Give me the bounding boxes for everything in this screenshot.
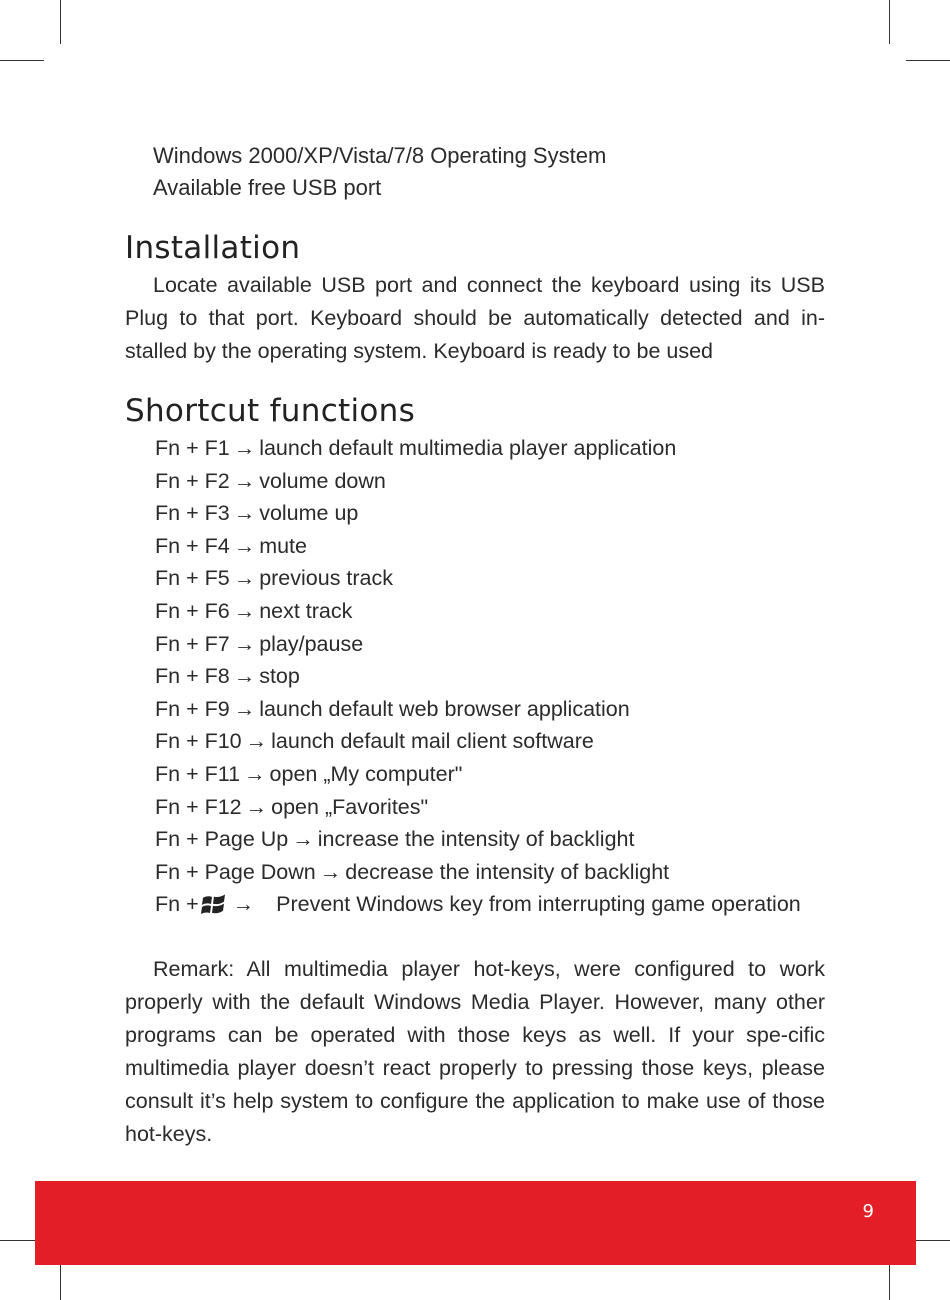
shortcut-action: Prevent Windows key from interrupting game operation	[276, 892, 801, 917]
shortcut-action: open „Favorites"	[271, 794, 429, 819]
shortcut-key: Fn + F11	[155, 761, 241, 786]
shortcut-action: launch default web browser application	[259, 696, 630, 721]
installation-text: Locate available USB port and connect the keyboard using its USB Plug to that port. Keyboard should be automatically detected and in-stalled by the operating system. Keyboard is ready to be used	[125, 273, 825, 363]
shortcut-item	[155, 693, 835, 726]
shortcut-item	[155, 660, 835, 693]
crop-mark	[889, 0, 890, 44]
arrow-icon: →	[244, 761, 266, 786]
shortcut-key: Fn + F7	[155, 631, 230, 656]
shortcut-key: Fn + Page Down	[155, 859, 316, 884]
shortcut-action: launch default mail client software	[271, 729, 594, 754]
shortcut-item	[155, 628, 835, 661]
shortcut-key: Fn + F5	[155, 566, 230, 591]
shortcut-item	[155, 595, 835, 628]
arrow-icon: →	[233, 436, 256, 460]
arrow-icon: →	[233, 631, 256, 656]
shortcut-item	[155, 562, 835, 595]
shortcut-key: Fn + Page Up	[155, 827, 289, 852]
page-number: 9	[862, 1201, 874, 1222]
shortcut-key: Fn + F8	[155, 664, 230, 689]
crop-mark	[60, 0, 61, 44]
shortcut-key: Fn + F9	[155, 696, 230, 721]
shortcut-item-windows-key	[155, 888, 835, 921]
shortcut-item	[155, 725, 835, 758]
arrow-icon: →	[233, 501, 256, 526]
arrow-icon: →	[245, 794, 268, 819]
shortcut-key: Fn + F1	[155, 436, 230, 460]
remark-text: Remark: All multimedia player hot-keys, were configured to work properly with the default Windows Media Player. However, many other programs can be operated with those keys as well. If your spe-cific multimedia player doesn’t react properly to pressing those keys, please consult it’s help system to configure the application to make use of those hot-keys.	[125, 957, 825, 1146]
footer-bar	[35, 1181, 916, 1265]
shortcut-action: mute	[259, 533, 307, 558]
shortcut-key: Fn + F4	[155, 533, 230, 558]
arrow-icon: →	[319, 859, 342, 884]
arrow-icon: →	[233, 696, 256, 721]
shortcut-item	[155, 465, 835, 498]
shortcut-item	[155, 823, 835, 856]
shortcut-key: Fn + F3	[155, 501, 230, 526]
arrow-icon: →	[233, 468, 256, 493]
shortcut-functions-heading: Shortcut functions	[125, 393, 416, 429]
shortcut-action: decrease the intensity of backlight	[345, 859, 670, 884]
shortcut-action: next track	[259, 598, 353, 623]
shortcut-key: Fn + F2	[155, 468, 230, 493]
shortcut-key: Fn +	[155, 892, 199, 917]
requirement-line: Available free USB port	[153, 175, 382, 200]
shortcut-action: launch default multimedia player application	[259, 436, 677, 460]
shortcut-list	[155, 432, 835, 921]
shortcut-action: previous track	[259, 566, 394, 591]
shortcut-item	[155, 530, 835, 563]
shortcut-key: Fn + F6	[155, 598, 230, 623]
requirement-line: Windows 2000/XP/Vista/7/8 Operating System	[153, 143, 607, 168]
shortcut-action: volume up	[259, 501, 359, 526]
shortcut-action: open „My computer"	[269, 761, 463, 786]
shortcut-item	[155, 432, 835, 465]
arrow-icon: →	[233, 566, 256, 591]
shortcut-action: play/pause	[259, 631, 364, 656]
shortcut-item	[155, 758, 835, 791]
crop-mark	[0, 60, 44, 61]
shortcut-action: increase the intensity of backlight	[317, 827, 635, 852]
arrow-icon: →	[232, 892, 255, 917]
arrow-icon: →	[233, 664, 256, 689]
arrow-icon: →	[233, 533, 256, 558]
arrow-icon: →	[292, 827, 314, 852]
arrow-icon: →	[245, 729, 268, 754]
windows-logo-icon	[201, 892, 227, 914]
shortcut-action: volume down	[259, 468, 386, 493]
shortcut-action: stop	[259, 664, 300, 689]
shortcut-key: Fn + F10	[155, 729, 242, 754]
installation-heading: Installation	[125, 230, 301, 266]
arrow-icon: →	[233, 598, 256, 623]
shortcut-item	[155, 791, 835, 824]
shortcut-key: Fn + F12	[155, 794, 242, 819]
crop-mark	[906, 60, 950, 61]
shortcut-item	[155, 497, 835, 530]
shortcut-item	[155, 856, 835, 889]
